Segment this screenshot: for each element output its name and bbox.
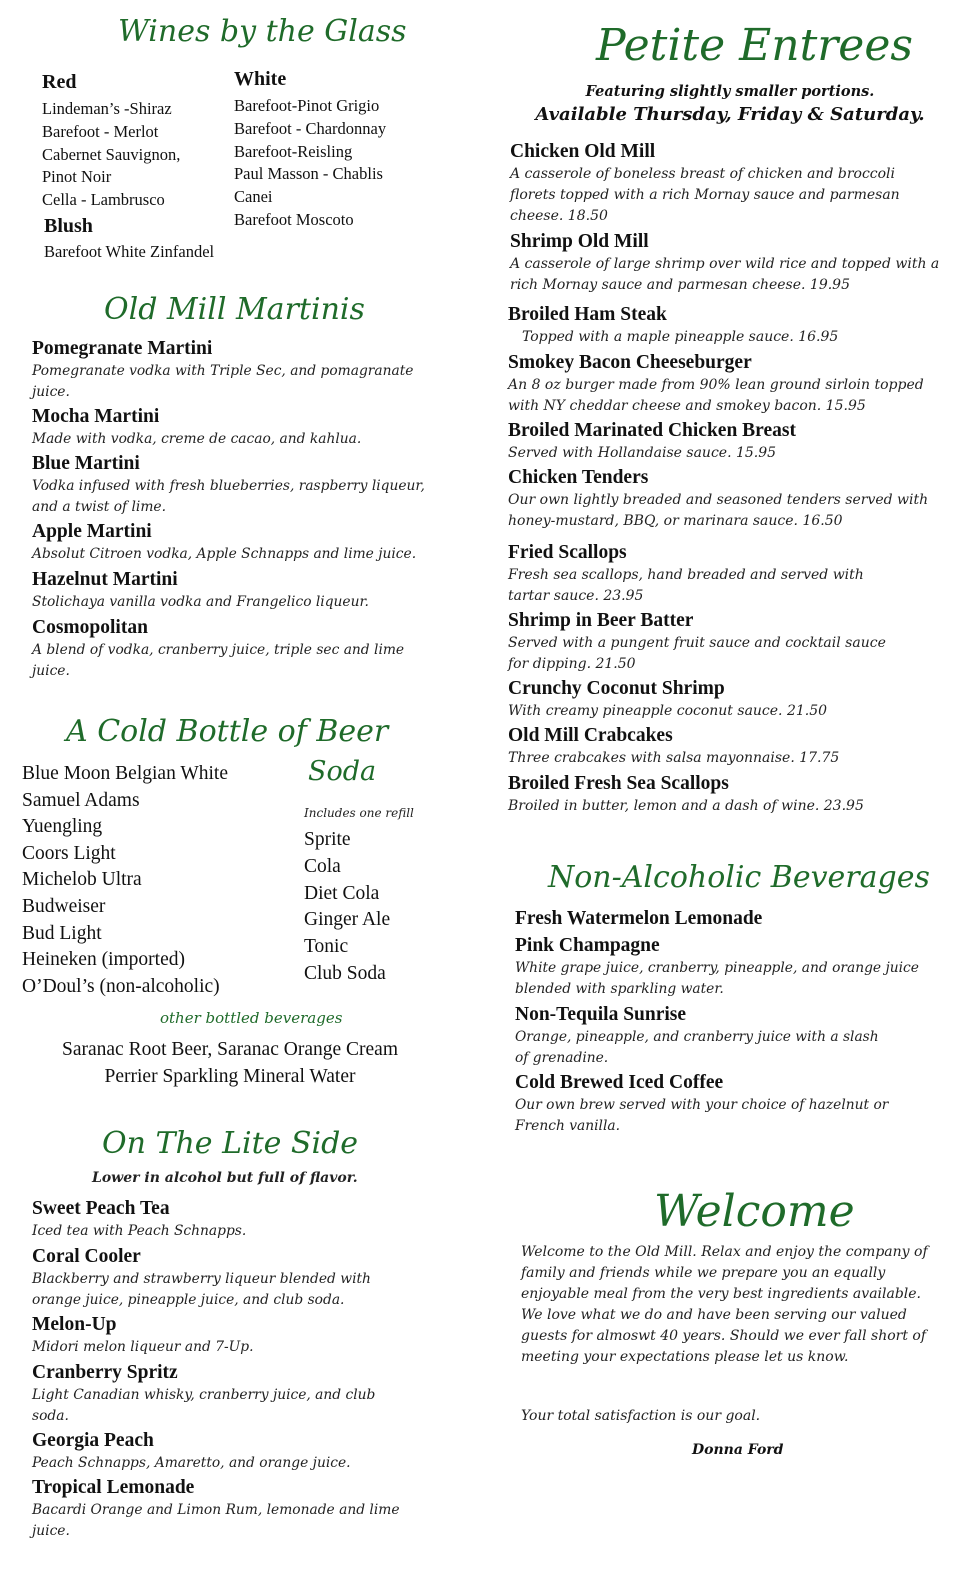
nonalc-watermelon-lemonade — [515, 907, 935, 931]
beer-heading: A Cold Bottle of Beer — [66, 714, 389, 749]
item-desc: Served with Hollandaise sauce. 15.95 — [508, 445, 777, 461]
item-name: Blue Martini — [32, 453, 140, 474]
list-item: O’Doul’s (non-alcoholic) — [22, 975, 220, 997]
list-item: Bud Light — [22, 922, 102, 944]
list-item: Barefoot - Merlot — [42, 121, 159, 141]
item-desc: Pomegranate vodka with Triple Sec, and pomagranate juice. — [32, 363, 414, 400]
item-desc: Midori melon liqueur and 7-Up. — [32, 1339, 254, 1355]
item-desc: Light Canadian whisky, cranberry juice, and club soda. — [32, 1387, 376, 1424]
martini-mocha — [32, 405, 452, 450]
entrees-subheading-1: Featuring slightly smaller portions. — [585, 83, 875, 100]
item-desc: An 8 oz burger made from 90% lean ground sirloin topped with NY cheddar cheese and smokey bacon. 15.95 — [508, 377, 924, 414]
item-name: Chicken Old Mill — [510, 141, 656, 162]
welcome-goal: Your total satisfaction is our goal. — [521, 1408, 761, 1424]
martini-cosmopolitan — [32, 616, 412, 682]
list-item: Blue Moon Belgian White — [22, 763, 228, 784]
list-item: Cella - Lambrusco — [42, 190, 165, 210]
item-desc: Absolut Citroen vodka, Apple Schnapps and lime juice. — [32, 546, 417, 562]
list-item: Pinot Noir — [42, 167, 112, 187]
entree-chicken-old-mill — [510, 140, 930, 227]
list-item: Barefoot - Chardonnay — [234, 118, 387, 138]
entree-broiled-sea-scallops — [508, 772, 938, 817]
item-desc: Broiled in butter, lemon and a dash of wine. 23.95 — [508, 798, 864, 814]
item-name: Melon-Up — [32, 1314, 117, 1335]
lite-tropical-lemonade — [32, 1476, 412, 1542]
item-desc: Stolichaya vanilla vodka and Frangelico liqueur. — [32, 594, 369, 610]
lite-georgia-peach — [32, 1429, 412, 1474]
item-desc: Three crabcakes with salsa mayonnaise. 17.75 — [508, 750, 840, 766]
welcome-paragraph: Welcome to the Old Mill. Relax and enjoy the company of family and friends while we prepare you an equally enjoyable meal from the very best ingredients available. We love what we do and have been serving our valued guests for almoswt 40 years. Should we ever fall short of meeting your expectations please let us know. — [521, 1244, 928, 1365]
martini-pomegranate — [32, 337, 452, 403]
entrees-subheading-2: Available Thursday, Friday & Saturday. — [535, 104, 925, 125]
item-name: Apple Martini — [32, 521, 152, 542]
item-name: Chicken Tenders — [508, 467, 649, 488]
entree-shrimp-old-mill — [510, 230, 940, 296]
list-item: Barefoot Moscoto — [234, 209, 354, 229]
list-item: Club Soda — [304, 962, 386, 984]
list-item: Budweiser — [22, 895, 106, 917]
list-item: Barefoot-Pinot Grigio — [234, 96, 380, 115]
entree-shrimp-beer-batter — [508, 609, 888, 675]
welcome-heading: Welcome — [654, 1186, 855, 1237]
lite-sweet-peach-tea — [32, 1197, 412, 1242]
nonalc-iced-coffee — [515, 1071, 915, 1137]
list-item: Tonic — [304, 936, 349, 958]
entree-broiled-ham-steak — [508, 303, 938, 348]
item-name: Cranberry Spritz — [32, 1362, 178, 1383]
item-name: Broiled Ham Steak — [508, 304, 667, 325]
item-name: Shrimp in Beer Batter — [508, 610, 694, 631]
item-desc: Our own brew served with your choice of hazelnut or French vanilla. — [515, 1097, 889, 1134]
lite-subheading: Lower in alcohol but full of flavor. — [92, 1170, 358, 1186]
item-name: Georgia Peach — [32, 1430, 154, 1451]
item-name: Broiled Marinated Chicken Breast — [508, 420, 796, 441]
white-wine-list — [234, 95, 386, 232]
item-name: Fresh Watermelon Lemonade — [515, 908, 763, 929]
list-item: Sprite — [304, 829, 351, 850]
lite-melon-up — [32, 1313, 412, 1358]
item-desc: Bacardi Orange and Limon Rum, lemonade and lime juice. — [32, 1502, 400, 1539]
item-name: Non-Tequila Sunrise — [515, 1004, 687, 1025]
item-desc: Iced tea with Peach Schnapps. — [32, 1223, 247, 1239]
lite-heading: On The Lite Side — [102, 1126, 359, 1161]
soda-list — [304, 827, 390, 988]
entree-coconut-shrimp — [508, 677, 938, 722]
martinis-heading: Old Mill Martinis — [104, 292, 365, 327]
entree-crabcakes — [508, 724, 938, 769]
red-label: Red — [42, 71, 77, 93]
item-desc: Orange, pineapple, and cranberry juice with a slash of grenadine. — [515, 1029, 879, 1066]
item-name: Mocha Martini — [32, 406, 160, 427]
item-name: Hazelnut Martini — [32, 569, 178, 590]
other-bottled-list — [20, 1036, 440, 1090]
item-desc: Topped with a maple pineapple sauce. 16.95 — [522, 329, 839, 345]
martini-blue — [32, 452, 452, 518]
lite-cranberry-spritz — [32, 1361, 392, 1427]
entrees-heading: Petite Entrees — [596, 20, 913, 71]
list-item: Lindeman’s -Shiraz — [42, 99, 172, 118]
item-desc: Peach Schnapps, Amaretto, and orange juice. — [32, 1455, 351, 1471]
soda-note: Includes one refill — [304, 806, 414, 820]
list-item: Canei — [234, 187, 273, 207]
list-item: Paul Masson - Chablis — [234, 164, 383, 184]
item-name: Cold Brewed Iced Coffee — [515, 1072, 724, 1093]
item-name: Crunchy Coconut Shrimp — [508, 678, 725, 699]
martini-hazelnut — [32, 568, 452, 613]
entree-fried-scallops — [508, 541, 908, 607]
item-desc: Fresh sea scallops, hand breaded and served with tartar sauce. 23.95 — [508, 567, 864, 604]
item-name: Sweet Peach Tea — [32, 1198, 170, 1219]
other-bottled-heading: other bottled beverages — [160, 1009, 343, 1027]
martini-apple — [32, 520, 452, 565]
item-name: Old Mill Crabcakes — [508, 725, 673, 746]
item-name: Fried Scallops — [508, 542, 627, 563]
list-item: Michelob Ultra — [22, 869, 142, 891]
blush-label: Blush — [44, 215, 93, 237]
item-desc: A blend of vodka, cranberry juice, triple sec and lime juice. — [32, 642, 405, 679]
entree-chicken-tenders — [508, 466, 938, 532]
lite-coral-cooler — [32, 1245, 412, 1311]
item-name: Smokey Bacon Cheeseburger — [508, 352, 752, 373]
item-desc: Made with vodka, creme de cacao, and kahlua. — [32, 431, 362, 447]
list-item: Heineken (imported) — [22, 949, 185, 971]
item-desc: A casserole of large shrimp over wild rice and topped with a rich Mornay sauce and parmesan cheese. 19.95 — [510, 256, 940, 293]
wines-heading: Wines by the Glass — [118, 14, 407, 49]
item-name: Pomegranate Martini — [32, 338, 213, 359]
item-desc: Served with a pungent fruit sauce and cocktail sauce for dipping. 21.50 — [508, 635, 886, 672]
item-name: Cosmopolitan — [32, 617, 148, 638]
blush-wine: Barefoot White Zinfandel — [44, 242, 215, 261]
signature: Donna Ford — [692, 1442, 784, 1458]
beer-list — [22, 761, 228, 1000]
item-name: Tropical Lemonade — [32, 1477, 195, 1498]
list-item: Coors Light — [22, 842, 116, 864]
item-name: Broiled Fresh Sea Scallops — [508, 773, 729, 794]
item-name: Coral Cooler — [32, 1246, 141, 1267]
soda-heading: Soda — [308, 756, 377, 787]
list-item: Yuengling — [22, 816, 103, 838]
item-desc: Our own lightly breaded and seasoned tenders served with honey-mustard, BBQ, or marinara sauce. 16.50 — [508, 492, 929, 529]
item-name: Pink Champagne — [515, 935, 660, 956]
entree-smokey-bacon-cheeseburger — [508, 351, 938, 417]
nonalc-pink-champagne — [515, 934, 935, 1000]
item-desc: White grape juice, cranberry, pineapple, and orange juice blended with sparkling water. — [515, 960, 919, 997]
list-item: Samuel Adams — [22, 789, 140, 811]
list-item: Cola — [304, 855, 341, 877]
list-item: Perrier Sparkling Mineral Water — [104, 1066, 356, 1087]
list-item: Diet Cola — [304, 882, 380, 904]
non-alcoholic-heading: Non-Alcoholic Beverages — [548, 860, 930, 895]
white-label: White — [234, 68, 287, 90]
list-item: Saranac Root Beer, Saranac Orange Cream — [62, 1039, 398, 1060]
item-name: Shrimp Old Mill — [510, 231, 649, 252]
nonalc-tequila-sunrise — [515, 1003, 895, 1069]
red-wine-list — [42, 98, 180, 212]
entree-broiled-marinated-chicken — [508, 419, 938, 464]
item-desc: Vodka infused with fresh blueberries, raspberry liqueur, and a twist of lime. — [32, 478, 425, 515]
list-item: Cabernet Sauvignon, — [42, 144, 181, 164]
item-desc: Blackberry and strawberry liqueur blended with orange juice, pineapple juice, and club soda. — [32, 1271, 371, 1308]
item-desc: A casserole of boneless breast of chicken and broccoli florets topped with a rich Mornay sauce and parmesan cheese. 18.50 — [510, 166, 900, 224]
list-item: Barefoot-Reisling — [234, 141, 353, 161]
list-item: Ginger Ale — [304, 909, 391, 931]
item-desc: With creamy pineapple coconut sauce. 21.50 — [508, 703, 828, 719]
